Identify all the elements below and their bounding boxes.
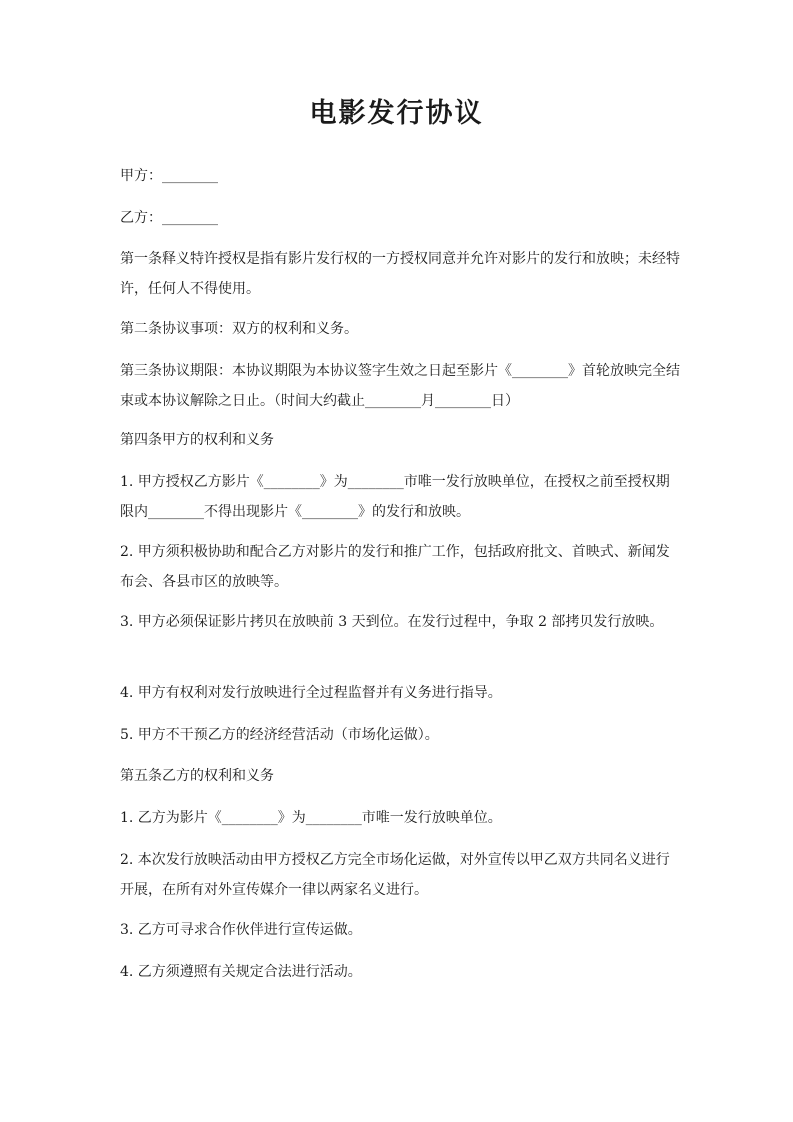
party-a-line: 甲方：________ [120, 168, 218, 184]
article-4-item-2: 2. 甲方须积极协助和配合乙方对影片的发行和推广工作，包括政府批文、首映式、新闻发布会、各县市区的放映等。 [120, 544, 670, 590]
article-4-item-3: 3. 甲方必须保证影片拷贝在放映前 3 天到位。在发行过程中，争取 2 部拷贝发行放映。 [120, 614, 664, 630]
document-title: 电影发行协议 [309, 98, 484, 129]
article-5-item-4: 4. 乙方须遵照有关规定合法进行活动。 [120, 964, 362, 980]
article-4-heading: 第四条甲方的权利和义务 [120, 432, 274, 448]
article-3: 第三条协议期限：本协议期限为本协议签字生效之日起至影片《________》首轮放映完全结束或本协议解除之日止。（时间大约截止________月________日） [120, 363, 680, 409]
article-5-item-1: 1. 乙方为影片《________》为________市唯一发行放映单位。 [120, 810, 502, 826]
party-b-line: 乙方：________ [120, 210, 218, 226]
article-1: 第一条释义特许授权是指有影片发行权的一方授权同意并允许对影片的发行和放映；未经特许，任何人不得使用。 [120, 251, 680, 297]
article-4-item-5: 5. 甲方不干预乙方的经济经营活动（市场化运做）。 [120, 727, 439, 743]
article-5-heading: 第五条乙方的权利和义务 [120, 768, 274, 784]
article-5-item-2: 2. 本次发行放映活动由甲方授权乙方完全市场化运做，对外宣传以甲乙双方共同名义进行开展，在所有对外宣传媒介一律以两家名义进行。 [120, 852, 670, 898]
article-4-item-4: 4. 甲方有权利对发行放映进行全过程监督并有义务进行指导。 [120, 685, 502, 701]
article-5-item-3: 3. 乙方可寻求合作伙伴进行宣传运做。 [120, 922, 362, 938]
article-4-item-1: 1. 甲方授权乙方影片《________》为________市唯一发行放映单位，在授权之前至授权期限内________不得出现影片《________》的发行和放映。 [120, 474, 670, 520]
article-2: 第二条协议事项：双方的权利和义务。 [120, 321, 358, 337]
